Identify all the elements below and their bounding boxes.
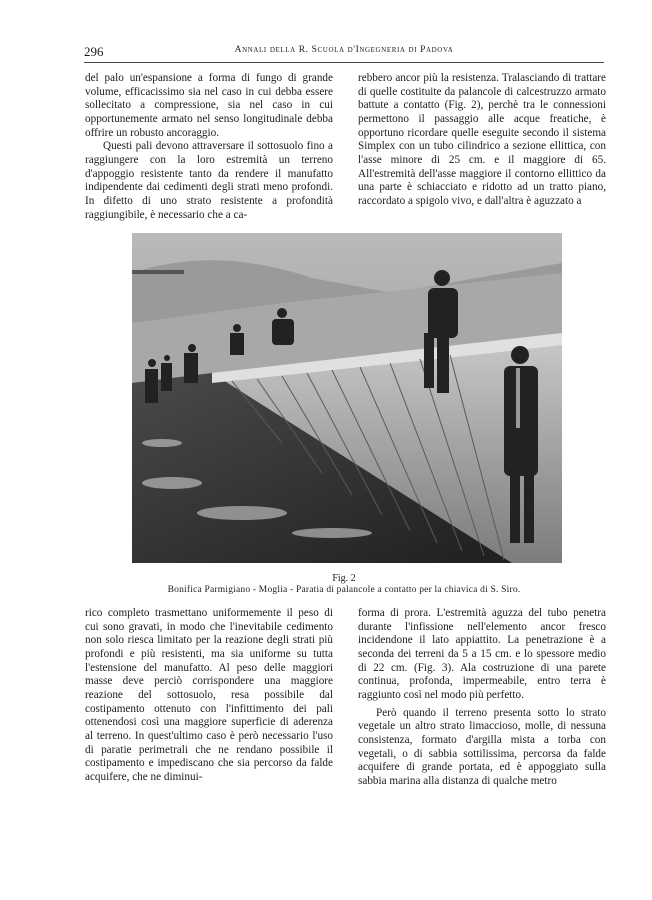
paragraph: Però quando il terreno presenta sotto lo strato vegetale un altro strato limaccioso, molle, di nessuna consistenza, formato d'argilla mista a torba con vegetali, o di sabbia sottilissima, percorsa da falde acquifere di grande portata, ed è appoggiato sulla sabbia marina alla distanza di qualche metro (358, 706, 606, 787)
top-left-column (85, 72, 333, 222)
figure-caption: Bonifica Parmigiano - Moglia - Paratia di palancole a contatto per la chiavica di S. Siro. (167, 585, 521, 595)
figure-photo (132, 233, 562, 563)
paragraph: forma di prora. L'estremità aguzza del tubo penetra durante l'infissione nell'elemento ancor fresco incidendone il lato appiattito. La penetrazione è a seconda dei terreni da 5 a 15 cm. e lo spessore medio di 22 cm. (Fig. 3). Ala costruzione di una parete continua, profonda, impermeabile, entro terra è raggiunto così nel modo più perfetto. (358, 607, 606, 701)
bottom-left-column (85, 607, 333, 785)
sheet-pile-wall-photo (132, 233, 562, 563)
paragraph: del palo un'espansione a forma di fungo di grande volume, efficacissimo sia nel caso in cui debba essere sollecitato a compressione, sia nel caso in cui opportunemente armato nel senso longitudinale debba offrire un robusto ancoraggio. (85, 72, 333, 139)
running-header (84, 44, 604, 62)
paragraph: rebbero ancor più la resistenza. Tralasciando di trattare di quelle costituite da palancole di calcestruzzo armato battute a contatto (Fig. 2), perchè tra le connessioni permettono il passaggio alle acque freatiche, è opportuno ricordare quelle eseguite secondo il sistema Simplex con un tubo cilindrico a sezione ellittica, con l'asse minore di 25 cm. e il maggiore di 65. All'estremità dell'asse maggiore il contorno ellittico da una parte è schiacciato e ridotto ad un tratto piano, raccordato a spigolo vivo, e dall'altra è aguzzato a (358, 72, 606, 207)
figure-label: Fig. 2 (332, 573, 356, 584)
header-rule (84, 62, 604, 63)
bottom-right-column (358, 607, 606, 789)
paragraph: rico completo trasmettano uniformemente il peso di cui sono gravati, in modo che l'inevitabile cedimento non solo riesca limitato per la reazione degli strati più profondi e più resistenti, ma sia uniforme su tutta l'estensione del manufatto. Al peso delle maggiori masse deve perciò corrispondere una maggiore reazione del sottosuolo, resa possibile dal costipamento ottenuto con l'infittimento dei pali ottenendosi così una maggiore superficie di aderenza al terreno. In quest'ultimo caso è però necessario l'uso di paratie perimetrali che ne rendano possibile il costipamento e impediscano che sia percorso da falde acquifere, che ne diminui- (85, 607, 333, 783)
page-number: 296 (84, 44, 104, 59)
top-right-column (358, 72, 606, 209)
paragraph: Questi pali devono attraversare il sottosuolo fino a raggiungere con la loro estremità un terreno d'appoggio resistente tanto da rendere il manufatto indipendente dai cedimenti degli strati meno profondi. In difetto di uno strato resistente a profondità raggiungibile, è necessario che a ca- (85, 140, 333, 221)
running-title: Annali della R. Scuola d'Ingegneria di Padova (234, 45, 454, 55)
